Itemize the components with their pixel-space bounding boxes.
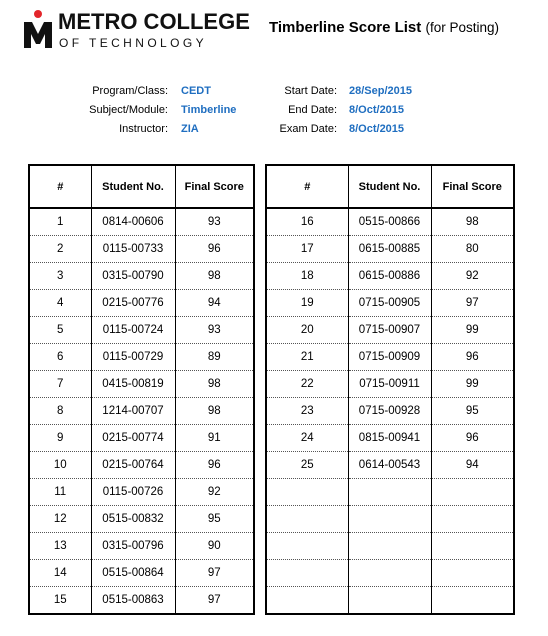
table-row [266, 560, 514, 587]
final-score: 92 [431, 263, 514, 290]
final-score: 97 [175, 560, 254, 587]
student-number: 0115-00726 [91, 479, 175, 506]
row-number [266, 506, 348, 533]
student-number: 1214-00707 [91, 398, 175, 425]
final-score: 96 [175, 236, 254, 263]
final-score: 98 [431, 208, 514, 236]
table-row [29, 290, 254, 317]
logo-line2: OF TECHNOLOGY [59, 36, 207, 50]
row-number: 16 [266, 208, 348, 236]
final-score: 97 [431, 290, 514, 317]
table-row [266, 344, 514, 371]
final-score: 80 [431, 236, 514, 263]
col-header-student: Student No. [91, 165, 175, 208]
final-score [431, 533, 514, 560]
student-number: 0215-00776 [91, 290, 175, 317]
row-number: 22 [266, 371, 348, 398]
end-date-label: End Date: [288, 104, 337, 116]
col-header-score: Final Score [431, 165, 514, 208]
col-header-score: Final Score [175, 165, 254, 208]
table-row [29, 208, 254, 236]
table-row [266, 263, 514, 290]
table-row [29, 506, 254, 533]
subject-value: Timberline [181, 104, 237, 116]
student-number: 0215-00774 [91, 425, 175, 452]
final-score: 90 [175, 533, 254, 560]
student-number [348, 479, 431, 506]
student-number: 0215-00764 [91, 452, 175, 479]
final-score: 98 [175, 398, 254, 425]
subject-label: Subject/Module: [89, 104, 168, 116]
final-score: 96 [431, 344, 514, 371]
student-number: 0615-00885 [348, 236, 431, 263]
student-number: 0614-00543 [348, 452, 431, 479]
row-number: 13 [29, 533, 91, 560]
table-row [266, 587, 514, 615]
final-score: 96 [431, 425, 514, 452]
table-row [29, 317, 254, 344]
student-number: 0815-00941 [348, 425, 431, 452]
student-number [348, 560, 431, 587]
student-number: 0715-00905 [348, 290, 431, 317]
final-score: 98 [175, 371, 254, 398]
table-row [29, 425, 254, 452]
row-number: 3 [29, 263, 91, 290]
final-score: 92 [175, 479, 254, 506]
row-number [266, 587, 348, 615]
table-row [29, 479, 254, 506]
student-number: 0515-00832 [91, 506, 175, 533]
table-row [29, 560, 254, 587]
start-date-label: Start Date: [284, 85, 337, 97]
table-row [29, 263, 254, 290]
instructor-label: Instructor: [119, 123, 168, 135]
final-score: 98 [175, 263, 254, 290]
final-score: 99 [431, 371, 514, 398]
table-row [266, 236, 514, 263]
final-score: 95 [431, 398, 514, 425]
row-number: 14 [29, 560, 91, 587]
row-number: 17 [266, 236, 348, 263]
row-number [266, 560, 348, 587]
student-number: 0515-00864 [91, 560, 175, 587]
row-number: 2 [29, 236, 91, 263]
row-number: 7 [29, 371, 91, 398]
college-logo-icon [22, 10, 54, 50]
student-number: 0715-00909 [348, 344, 431, 371]
row-number: 18 [266, 263, 348, 290]
start-date-value: 28/Sep/2015 [349, 85, 412, 97]
row-number: 21 [266, 344, 348, 371]
title-suffix: (for Posting) [425, 20, 499, 35]
row-number: 10 [29, 452, 91, 479]
col-header-student: Student No. [348, 165, 431, 208]
student-number: 0415-00819 [91, 371, 175, 398]
table-row [29, 371, 254, 398]
final-score: 99 [431, 317, 514, 344]
row-number: 8 [29, 398, 91, 425]
end-date-value: 8/Oct/2015 [349, 104, 405, 116]
final-score: 94 [431, 452, 514, 479]
table-row [29, 398, 254, 425]
row-number: 9 [29, 425, 91, 452]
table-row [29, 452, 254, 479]
final-score: 95 [175, 506, 254, 533]
final-score: 93 [175, 317, 254, 344]
logo-line1: METRO COLLEGE [58, 9, 250, 34]
table-row [266, 398, 514, 425]
student-number: 0515-00863 [91, 587, 175, 615]
title-main: Timberline Score List [269, 19, 422, 36]
student-number: 0115-00733 [91, 236, 175, 263]
student-number: 0515-00866 [348, 208, 431, 236]
score-table-right [265, 164, 515, 615]
final-score [431, 587, 514, 615]
final-score [431, 506, 514, 533]
program-label: Program/Class: [92, 85, 168, 97]
row-number: 5 [29, 317, 91, 344]
row-number: 15 [29, 587, 91, 615]
table-row [266, 290, 514, 317]
row-number: 24 [266, 425, 348, 452]
row-number: 11 [29, 479, 91, 506]
table-row [29, 236, 254, 263]
row-number [266, 479, 348, 506]
col-header-num: # [29, 165, 91, 208]
row-number: 25 [266, 452, 348, 479]
row-number: 6 [29, 344, 91, 371]
col-header-num: # [266, 165, 348, 208]
score-table-left [28, 164, 255, 615]
row-number [266, 533, 348, 560]
student-number: 0315-00790 [91, 263, 175, 290]
student-number: 0315-00796 [91, 533, 175, 560]
table-row [266, 479, 514, 506]
table-row [29, 587, 254, 615]
instructor-value: ZIA [181, 123, 199, 135]
student-number: 0715-00907 [348, 317, 431, 344]
student-number: 0115-00729 [91, 344, 175, 371]
table-row [266, 208, 514, 236]
table-row [266, 317, 514, 344]
final-score: 96 [175, 452, 254, 479]
final-score: 89 [175, 344, 254, 371]
table-row [266, 533, 514, 560]
student-number: 0715-00928 [348, 398, 431, 425]
row-number: 12 [29, 506, 91, 533]
table-row [29, 533, 254, 560]
final-score [431, 479, 514, 506]
row-number: 4 [29, 290, 91, 317]
student-number: 0715-00911 [348, 371, 431, 398]
exam-date-value: 8/Oct/2015 [349, 123, 405, 135]
student-number: 0615-00886 [348, 263, 431, 290]
row-number: 19 [266, 290, 348, 317]
college-logo [20, 6, 250, 52]
table-row [266, 425, 514, 452]
table-row [266, 371, 514, 398]
exam-date-label: Exam Date: [279, 123, 337, 135]
student-number [348, 506, 431, 533]
student-number: 0115-00724 [91, 317, 175, 344]
table-row [266, 506, 514, 533]
final-score: 91 [175, 425, 254, 452]
row-number: 20 [266, 317, 348, 344]
table-row [29, 344, 254, 371]
row-number: 1 [29, 208, 91, 236]
final-score: 97 [207, 594, 221, 606]
row-number: 23 [266, 398, 348, 425]
student-number [348, 533, 431, 560]
page-title [269, 19, 499, 36]
student-number [348, 587, 431, 615]
final-score: 93 [175, 208, 254, 236]
student-number: 0814-00606 [91, 208, 175, 236]
final-score: 94 [175, 290, 254, 317]
final-score [431, 560, 514, 587]
table-row [266, 452, 514, 479]
program-value: CEDT [181, 85, 211, 97]
